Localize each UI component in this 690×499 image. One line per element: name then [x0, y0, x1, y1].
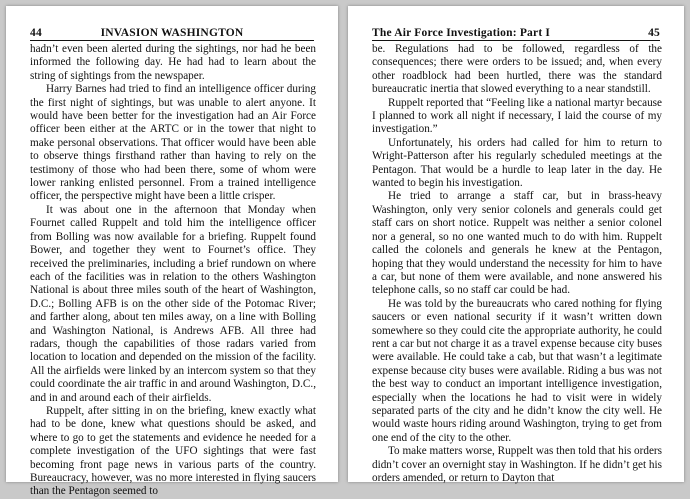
- paragraph: hadn’t even been alerted during the sightings, nor had he been informed the following day. He had had to learn about the string of sightings from the newspaper.: [30, 43, 316, 82]
- paragraph: Harry Barnes had tried to find an intelligence officer during the first night of sightings, but was unable to alert anyone. It would have been better for the investigation had an Air Force officer been either at the ARTC or in the tower that night to make personal observations. That officer would have been able to observe things firsthand rather than having to rely on the testimony of those who had been there, some of whom were lower ranking enlisted personnel. From a trained intelligence officer, the perspective might have been a little crisper.: [30, 83, 316, 203]
- paragraph: He was told by the bureaucrats who cared nothing for flying saucers or even national security if it wasn’t written down somewhere so they could cite the appropriate authority, he could rent a car but not charge it as a travel expense because city buses were available. He could take a cab, but that wasn’t a legitimate expense because city buses were available. Riding a bus was not the best way to conduct an important intelligence investigation, especially when the locations he had to visit were in widely separated parts of the city and he didn’t know the city well. He would waste hours riding around Washington, trying to get from one end of the city to the other.: [372, 297, 662, 444]
- paragraph: Unfortunately, his orders had called for him to return to Wright-Patterson after his regularly scheduled meetings at the Pentagon. That would be a hurdle to leap later in the day. He wanted to begin his investigation.: [372, 136, 662, 190]
- paragraph: be. Regulations had to be followed, regardless of the consequences; there were orders to be issued; and, when every other roadblock had been hurtled, there was the standard bureaucratic inertia that slowed everything to a near standstill.: [372, 43, 662, 96]
- right-running-head: The Air Force Investigation: Part I: [372, 27, 551, 39]
- left-page-text: [30, 43, 316, 498]
- left-page: [6, 6, 338, 498]
- paragraph: Ruppelt reported that “Feeling like a national martyr because I planned to work all night if necessary, I laid the course of my investigation.”: [372, 96, 662, 136]
- paragraph: To make matters worse, Ruppelt was then told that his orders didn’t cover an overnight stay in Washington. If he didn’t get his orders amended, or return to Dayton that: [372, 445, 662, 484]
- right-page-number: 45: [648, 27, 660, 39]
- paragraph: He tried to arrange a staff car, but in brass-heavy Washington, only very senior colonels and generals could get staff cars on short notice. Ruppelt was neither a senior colonel nor a general, so no one wanted much to do with him. Ruppelt called the colonels and generals he knew at the Pentagon, hoping that they would understand the necessity for him to have a car, but none of them were available, and none answered his telephone calls, so no staff car could be had.: [372, 190, 662, 297]
- right-page-text: [372, 43, 662, 484]
- left-running-head: INVASION WASHINGTON: [100, 27, 244, 39]
- left-page-number: 44: [30, 27, 42, 39]
- paragraph: It was about one in the afternoon that Monday when Fournet called Ruppelt and told him the intelligence officer from Bolling was now available for a briefing. Ruppelt found Bower, and together they went to Fournet’s office. They received the preliminaries, including a brief rundown on where each of the facilities was in relation to the others Washington National is about three miles south of the heart of Washington, D.C.; Bolling AFB is on the other side of the Potomac River; and farther along, about ten miles away, on a line with Bolling and Washington National, is Andrews AFB. All three had radars, though the capabilities of those radars varied from location to location and depended on the mission of the facility. All the airfields were linked by an intercom system so that they could coordinate the air traffic in and around Washington, D.C., and in and around each of their airfields.: [30, 203, 316, 404]
- right-page-header: [372, 23, 660, 41]
- paragraph: Ruppelt, after sitting in on the briefing, knew exactly what had to be done, knew what questions should be asked, and where to go to get the statements and evidence he needed for a complete investigation of the UFO sightings that were fast becoming front page news in various parts of the country. Bureaucracy, however, was no more interested in flying saucers than the Pentagon seemed to: [30, 404, 316, 498]
- left-page-header: [30, 23, 314, 41]
- right-page: [348, 6, 684, 482]
